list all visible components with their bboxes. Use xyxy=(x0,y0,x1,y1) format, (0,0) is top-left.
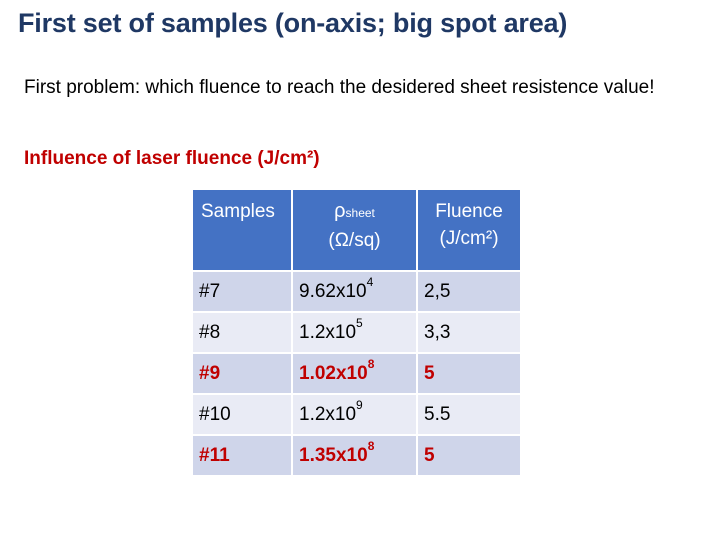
table-row xyxy=(193,436,520,475)
resistance-exponent: 9 xyxy=(356,398,363,413)
cell-sample: #11 xyxy=(193,436,291,475)
resistance-exponent: 8 xyxy=(367,439,375,454)
cell-fluence: 5 xyxy=(418,436,520,475)
cell-sheet-resistance xyxy=(293,436,416,475)
cell-sheet-resistance xyxy=(293,313,416,352)
cell-sheet-resistance xyxy=(293,272,416,311)
header-samples xyxy=(193,190,291,270)
resistance-mantissa: 1.02x10 xyxy=(299,362,368,384)
slide-title: First set of samples (on-axis; big spot area) xyxy=(18,8,568,38)
resistance-mantissa: 9.62x10 xyxy=(299,280,367,302)
table-header-row xyxy=(193,190,520,270)
table-row xyxy=(193,395,520,434)
samples-table xyxy=(191,188,522,477)
cell-fluence: 2,5 xyxy=(418,272,520,311)
header-sheet-resistance xyxy=(293,190,416,270)
cell-sample: #9 xyxy=(193,354,291,393)
table-row xyxy=(193,354,520,393)
cell-sheet-resistance xyxy=(293,354,416,393)
header-fluence-unit: (J/cm²) xyxy=(439,228,499,249)
resistance-mantissa: 1.2x10 xyxy=(299,321,357,343)
cell-sample: #10 xyxy=(193,395,291,434)
table-row xyxy=(193,313,520,352)
resistance-exponent: 8 xyxy=(367,357,375,372)
header-fluence-label: Fluence xyxy=(435,201,503,222)
cell-fluence: 5 xyxy=(418,354,520,393)
cell-fluence: 5.5 xyxy=(418,395,520,434)
section-subheading: Influence of laser fluence (J/cm²) xyxy=(24,148,320,169)
header-fluence xyxy=(418,190,520,270)
cell-sheet-resistance xyxy=(293,395,416,434)
cell-sample: #8 xyxy=(193,313,291,352)
rho-unit: (Ω/sq) xyxy=(328,230,381,251)
resistance-mantissa: 1.35x10 xyxy=(299,444,368,466)
resistance-mantissa: 1.2x10 xyxy=(299,403,357,425)
table-row xyxy=(193,272,520,311)
rho-subscript: sheet xyxy=(345,206,375,220)
problem-statement: First problem: which fluence to reach the desidered sheet resistence value! xyxy=(24,77,655,98)
resistance-exponent: 5 xyxy=(356,316,363,331)
cell-fluence: 3,3 xyxy=(418,313,520,352)
cell-sample: #7 xyxy=(193,272,291,311)
rho-symbol: ρ xyxy=(334,200,346,222)
table-body xyxy=(193,272,520,475)
header-samples-label: Samples xyxy=(201,201,275,222)
resistance-exponent: 4 xyxy=(366,275,374,290)
